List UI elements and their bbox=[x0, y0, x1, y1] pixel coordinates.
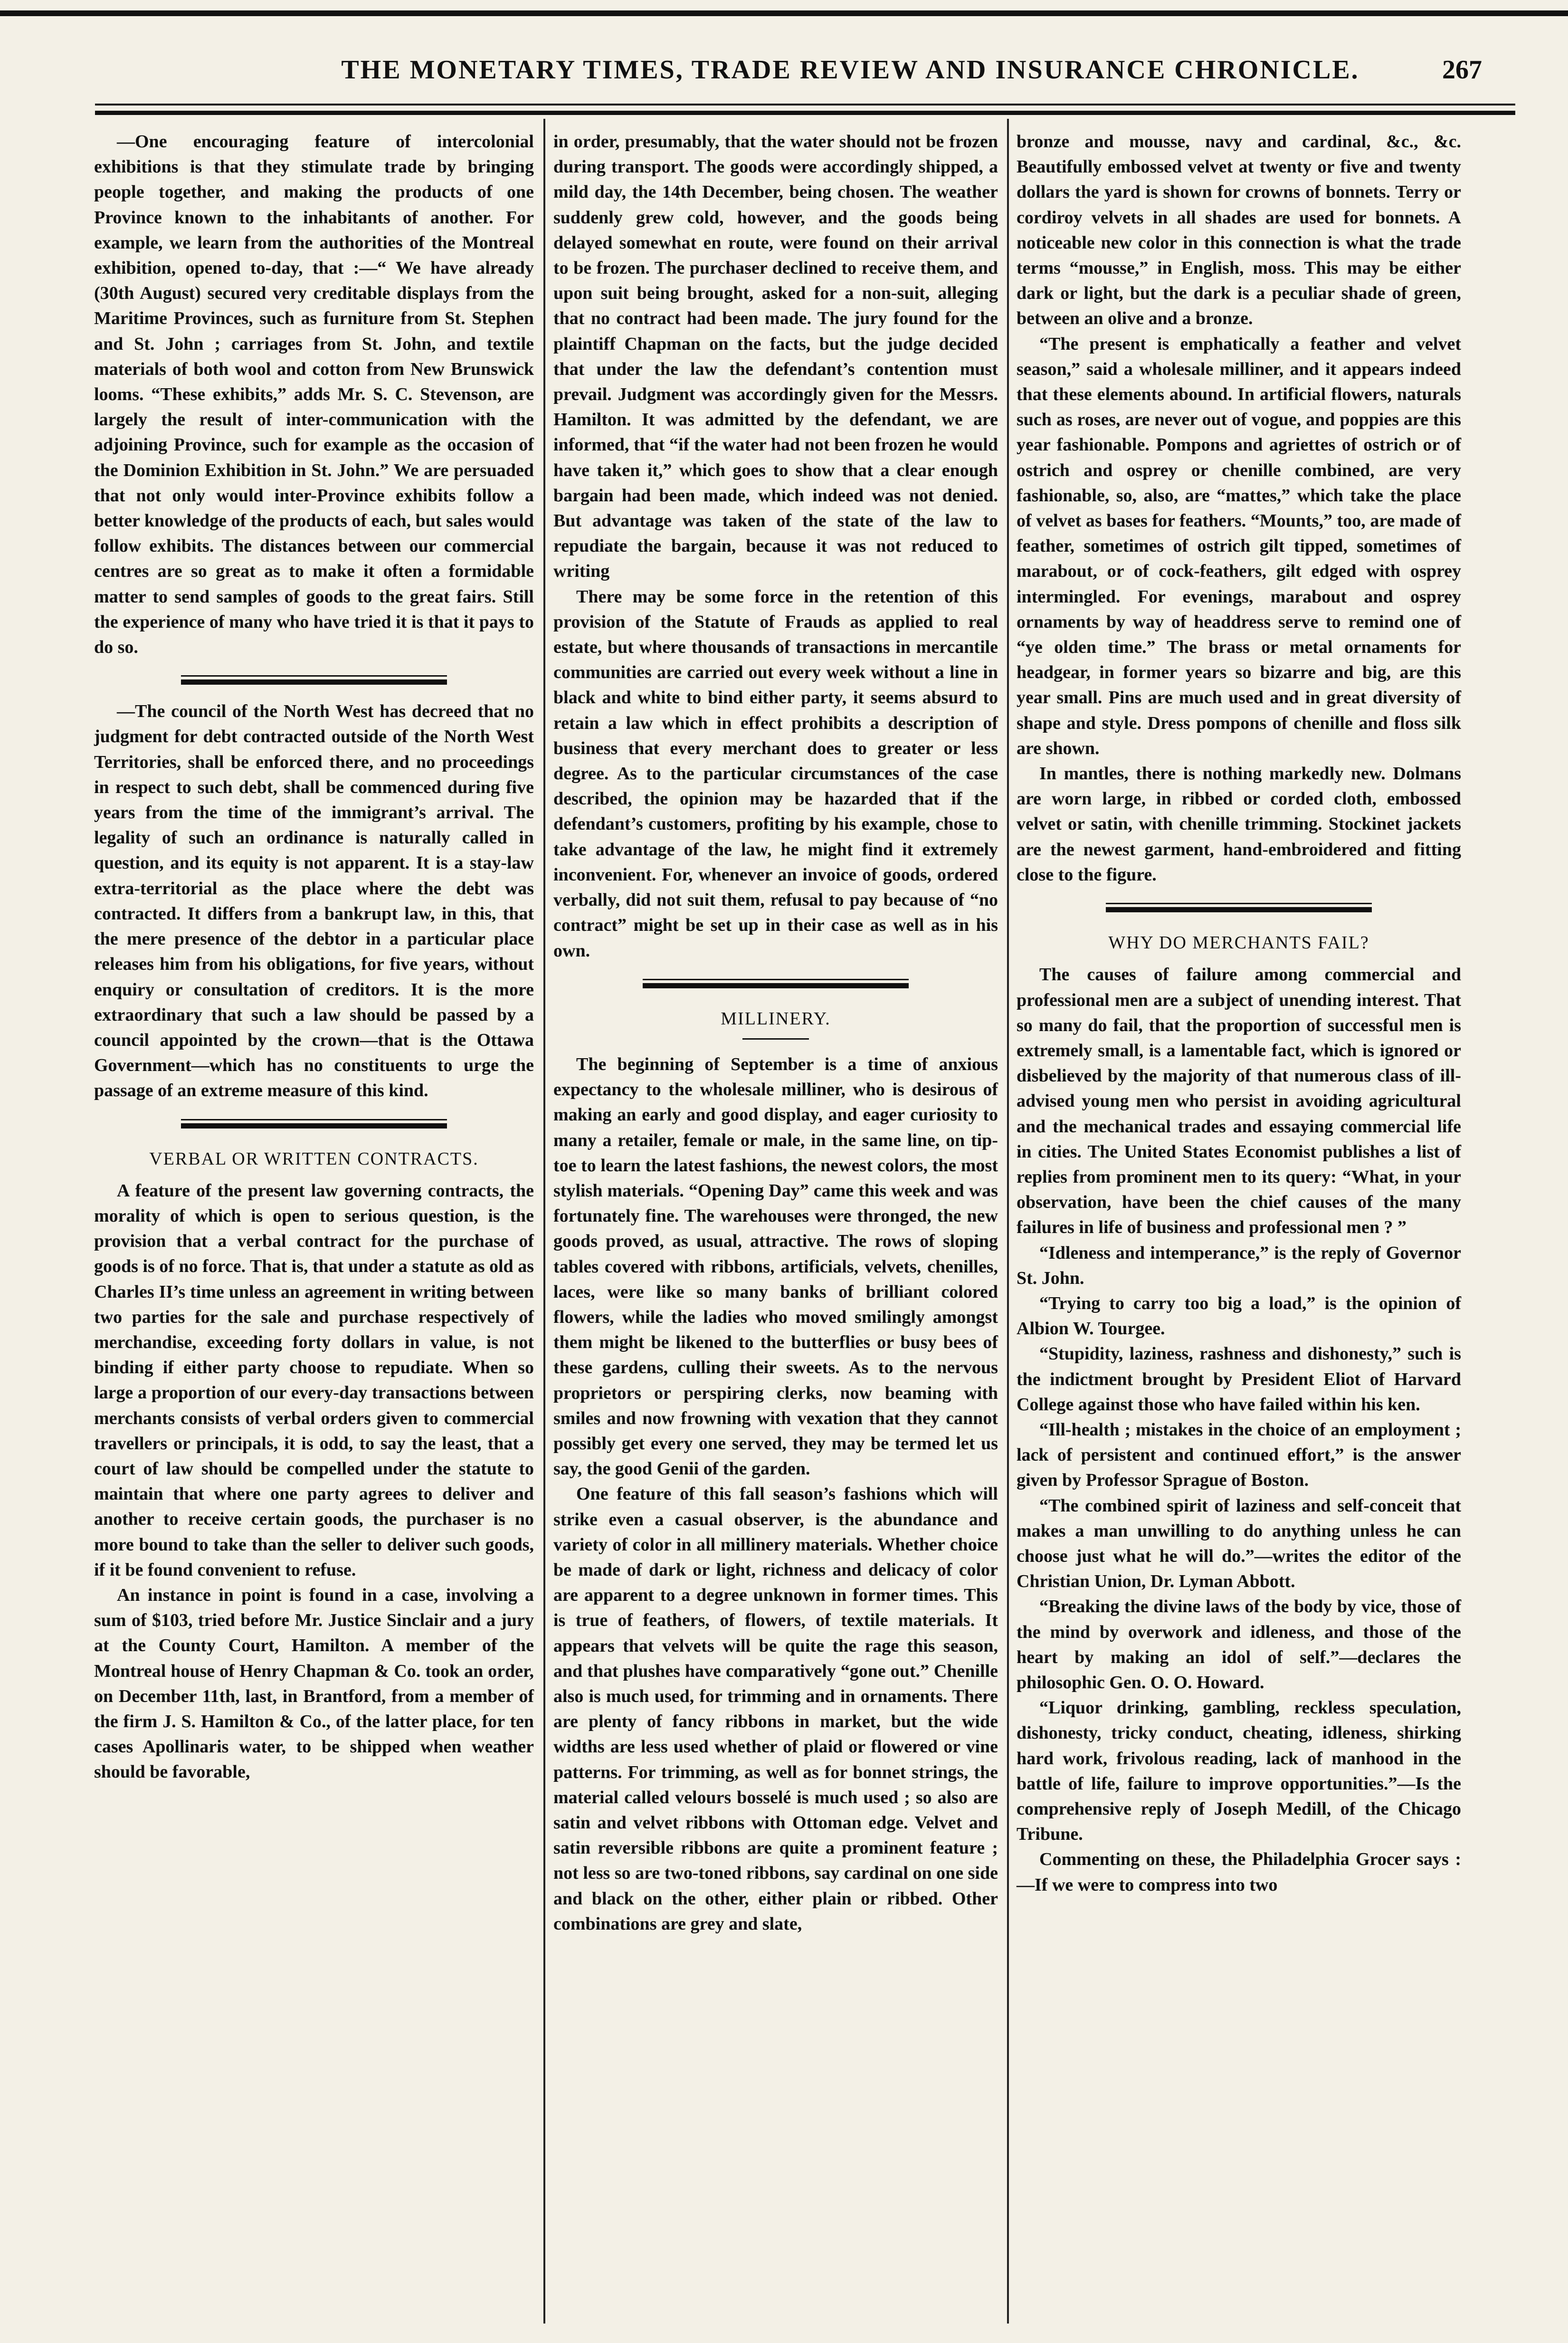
header-rule-thick bbox=[95, 111, 1515, 115]
header-rule-thin bbox=[95, 104, 1515, 105]
section-separator bbox=[181, 673, 447, 686]
article-heading: MILLINERY. bbox=[721, 1008, 831, 1029]
article-heading: WHY DO MERCHANTS FAIL? bbox=[1108, 933, 1369, 953]
article-heading: VERBAL OR WRITTEN CONTRACTS. bbox=[149, 1148, 479, 1169]
article-paragraph: “The present is emphatically a feather and velvet season,” said a wholesale milliner, and it appears indeed that these elements abound. In artificial flowers, naturals such as roses, are never out of vogue, and poppies are this year fashionable. Pompons and agriettes of ostrich or of ostrich and osprey or chenille combined, are very fashionable, so, also, are “mattes,” which take the place of velvet as bases for feathers. “Mounts,” too, are made of feather, sometimes of ostrich gilt tipped, sometimes of marabout, or of cock-feathers, gilt edged with osprey intermingled. For evenings, marabout and osprey ornaments by way of headdress serve to remind one of “ye olden time.” The brass or metal ornaments for headgear, in former years so bizarre and big, are this year small. Pins are much used and in great diversity of shape and style. Dress pompons of chenille and floss silk are shown. bbox=[1017, 334, 1461, 758]
article-paragraph: “Ill-health ; mistakes in the choice of an employment ; lack of persistent and continued effort,” is the answer given by Professor Sprague of Boston. bbox=[1017, 1419, 1461, 1491]
page-header bbox=[90, 55, 1515, 100]
article-paragraph: There may be some force in the retention of this provision of the Statute of Frauds as applied to real estate, but where thousands of transactions in mercantile communities are carried out every week without a line in black and white to bind either party, it seems absurd to retain a law which in effect prohibits a description of business that every merchant does to greater or less degree. As to the particular circumstances of the case described, the opinion may be hazarded that if the defendant’s customers, profiting by his example, chose to take advantage of the law, he might find it extremely inconvenient. For, whenever an invoice of goods, ordered verbally, did not suit them, refusal to pay because of “no contract” might be set up in their case as well as in his own. bbox=[553, 586, 998, 961]
top-border bbox=[0, 10, 1568, 16]
section-separator bbox=[643, 977, 909, 989]
column-1 bbox=[94, 129, 534, 1785]
masthead-title: THE MONETARY TIMES, TRADE REVIEW AND INSURANCE CHRONICLE. bbox=[341, 55, 1359, 85]
article-paragraph: A feature of the present law governing contracts, the morality of which is open to serious question, is the provision that a verbal contract for the purchase of goods is of no force. That is, that under a statute as old as Charles II’s time unless an agreement in writing between two parties for the sale and purchase respectively of merchandise, exceeding forty dollars in value, is not binding if either party choose to repudiate. When so large a proportion of our every-day transactions between merchants consists of verbal orders given to commercial travellers or principals, it is odd, to say the least, that a court of law should be compelled under the statute to maintain that where one party agrees to deliver and another to receive certain goods, the purchaser is no more bound to take than the seller to deliver such goods, if it be found convenient to refuse. bbox=[94, 1180, 534, 1580]
article-paragraph: “The combined spirit of laziness and self-conceit that makes a man unwilling to do anything unless he can choose just what he will do.”—writes the editor of the Christian Union, Dr. Lyman Abbott. bbox=[1017, 1495, 1461, 1592]
article-paragraph: “Liquor drinking, gambling, reckless speculation, dishonesty, tricky conduct, cheating, idleness, shirking hard work, frivolous reading, lack of manhood in the battle of life, failure to improve opportunities.”—Is the comprehensive reply of Joseph Medill, of the Chicago Tribune. bbox=[1017, 1698, 1461, 1845]
article-paragraph: —One encouraging feature of intercolonial exhibitions is that they stimulate trade by bringing people together, and making the products of one Province known to the inhabitants of another. For example, we learn from the authorities of the Montreal exhibition, opened to-day, that :—“ We have already (30th August) secured very creditable displays from the Maritime Provinces, such as furniture from St. Stephen and St. John ; carriages from St. John, and textile materials of both wool and cotton from New Brunswick looms. “These exhibits,” adds Mr. S. C. Stevenson, are largely the result of inter-communication with the adjoining Province, such for example as the occasion of the Dominion Exhibition in St. John.” We are persuaded that not only would inter-Province exhibits follow a better knowledge of the products of each, but sales would follow exhibits. The distances between our commercial centres are so great as to make it often a formidable matter to send samples of goods to the great fairs. Still the experience of many who have tried it is that it pays to do so. bbox=[94, 132, 534, 658]
article-paragraph: “Trying to carry too big a load,” is the opinion of Albion W. Tourgee. bbox=[1017, 1293, 1461, 1339]
column-divider-left bbox=[543, 119, 545, 2324]
article-paragraph: The beginning of September is a time of anxious expectancy to the wholesale milliner, who is desirous of making an early and good display, and eager curiosity to many a retailer, female or male, in the same line, on tip-toe to learn the latest fashions, the newest colors, the most stylish materials. “Opening Day” came this week and was fortunately fine. The warehouses were thronged, the new goods proved, as usual, attractive. The rows of sloping tables covered with ribbons, artificials, velvets, chenilles, laces, were like so many banks of brilliant colored flowers, while the ladies who moved smilingly amongst them might be likened to the butterflies or busy bees of these gardens, culling their sweets. As to the nervous proprietors or perspiring clerks, now beaming with smiles and now frowning with vexation that they cannot possibly get every one served, they may be termed let us say, the good Genii of the garden. bbox=[553, 1054, 998, 1479]
page-number: 267 bbox=[1442, 55, 1482, 85]
article-paragraph: Commenting on these, the Philadelphia Grocer says :—If we were to compress into two bbox=[1017, 1849, 1461, 1895]
article-paragraph: —The council of the North West has decreed that no judgment for debt contracted outside of the North West Territories, shall be enforced there, and no proceedings in respect to such debt, shall be commenced during five years from the time of the immigrant’s arrival. The legality of such an ordinance is naturally called in question, and its equity is not apparent. It is a stay-law extra-territorial as the place where the debt was contracted. It differs from a bankrupt law, in this, that the mere presence of the debtor in a particular place releases him from his obligations, for five years, without enquiry or consultation of creditors. It is the more extraordinary that such a law should be passed by a council appointed by the crown—that is the Ottawa Government—which has no constituents to urge the passage of an extreme measure of this kind. bbox=[94, 701, 534, 1101]
article-paragraph: in order, presumably, that the water should not be frozen during transport. The goods were accordingly shipped, a mild day, the 14th December, being chosen. The weather suddenly grew cold, however, and the goods being delayed somewhat en route, were found on their arrival to be frozen. The purchaser declined to receive them, and upon suit being brought, asked for a non-suit, alleging that no contract had been made. The jury found for the plaintiff Chapman on the facts, but the judge decided that under the law the defendant’s contention must prevail. Judgment was accordingly given for the Messrs. Hamilton. It was admitted by the defendant, we are informed, that “if the water had not been frozen he would have taken it,” which goes to show that a clear enough bargain had been made, which indeed was not denied. But advantage was taken of the state of the law to repudiate the bargain, because it was not reduced to writing bbox=[553, 132, 998, 582]
column-3 bbox=[1017, 129, 1461, 1898]
article-paragraph: “Stupidity, laziness, rashness and dishonesty,” such is the indictment brought by President Eliot of Harvard College against those who have failed within his ken. bbox=[1017, 1344, 1461, 1415]
section-separator bbox=[181, 1117, 447, 1129]
article-paragraph: The causes of failure among commercial and professional men are a subject of unending interest. That so many do fail, that the proportion of successful men is extremely small, is a lamentable fact, which is ignored or disbelieved by the majority of that numerous class of ill-advised young men who persist in avoiding agricultural and the mechanical trades and essaying commercial life in cities. The United States Economist publishes a list of replies from prominent men to its query: “What, in your observation, have been the chief causes of the many failures in life of business and professional men ? ” bbox=[1017, 965, 1461, 1238]
article-paragraph: One feature of this fall season’s fashions which will strike even a casual observer, is the abundance and variety of color in all millinery materials. Whether choice be made of dark or light, richness and delicacy of color are apparent to a degree unknown in former times. This is true of feathers, of flowers, of textile materials. It appears that velvets will be quite the rage this season, and that plushes have comparatively “gone out.” Chenille also is much used, for trimming and in ornaments. There are plenty of fancy ribbons in market, but the wide widths are less used whether of plaid or flowered or vine patterns. For trimming, as well as for bonnet strings, the material called velours bosselé is much used ; so also are satin and velvet ribbons with Ottoman edge. Velvet and satin reversible ribbons are quite a prominent feature ; not less so are two-toned ribbons, say cardinal on one side and black on the other, either plain or ribbed. Other combinations are grey and slate, bbox=[553, 1484, 998, 1934]
article-paragraph: “Idleness and intemperance,” is the reply of Governor St. John. bbox=[1017, 1243, 1461, 1288]
heading-rule bbox=[742, 1038, 809, 1040]
article-paragraph: In mantles, there is nothing markedly new. Dolmans are worn large, in ribbed or corded cloth, embossed velvet or satin, with chenille trimming. Stockinet jackets are the newest garment, hand-embroidered and fitting close to the figure. bbox=[1017, 764, 1461, 885]
article-paragraph: An instance in point is found in a case, involving a sum of $103, tried before Mr. Justice Sinclair and a jury at the County Court, Hamilton. A member of the Montreal house of Henry Chapman & Co. took an order, on December 11th, last, in Brantford, from a member of the firm J. S. Hamilton & Co., of the latter place, for ten cases Apollinaris water, to be shipped when weather should be favorable, bbox=[94, 1585, 534, 1782]
column-divider-right bbox=[1007, 119, 1009, 2324]
section-separator bbox=[1106, 901, 1372, 913]
column-2 bbox=[553, 129, 998, 1937]
article-paragraph: “Breaking the divine laws of the body by vice, those of the mind by overwork and idleness, and those of the heart by making an idol of self.”—declares the philosophic Gen. O. O. Howard. bbox=[1017, 1597, 1461, 1693]
article-paragraph: bronze and mousse, navy and cardinal, &c., &c. Beautifully embossed velvet at twenty or five and twenty dollars the yard is shown for crowns of bonnets. Terry or cordiroy velvets in all shades are used for bonnets. A noticeable new color in this connection is what the trade terms “mousse,” in English, moss. This may be either dark or light, but the dark is a peculiar shade of green, between an olive and a bronze. bbox=[1017, 132, 1461, 329]
